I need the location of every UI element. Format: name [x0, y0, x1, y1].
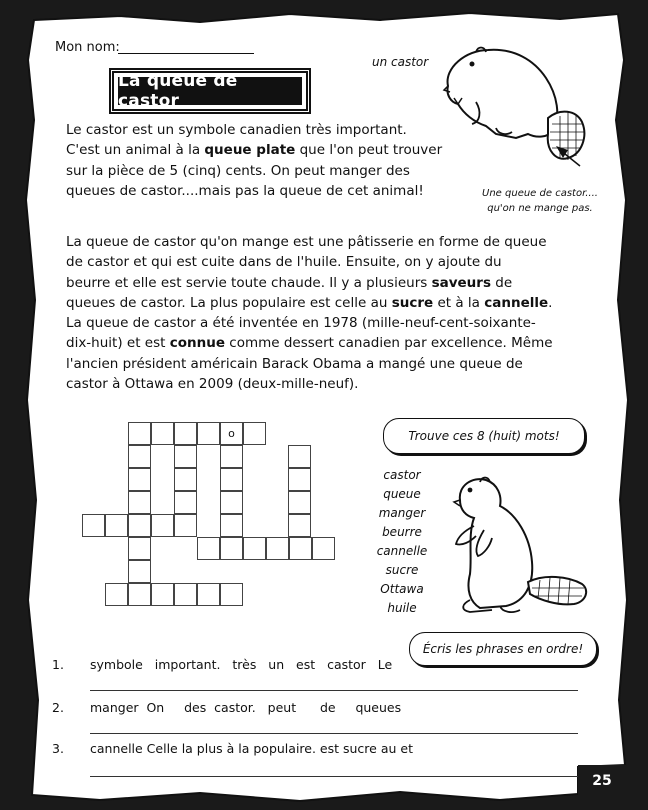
main-line-3: beurre et elle est servie toute chaude. Il y a plusieurs saveurs de [66, 274, 513, 291]
crossword-cell[interactable] [174, 445, 197, 468]
crossword-cell[interactable] [128, 583, 151, 606]
crossword-cell[interactable] [82, 514, 105, 537]
crossword-cell[interactable] [288, 491, 311, 514]
crossword-cell[interactable] [197, 422, 220, 445]
main-line-2: de castor et qui est cuite dans de l'huile. Ensuite, on y ajoute du [66, 254, 502, 271]
word-item: Ottawa [380, 582, 424, 596]
main-line-6: dix-huit) et est connue comme dessert canadien par excellence. Même [66, 335, 553, 352]
main-line-4: queues de castor. La plus populaire est celle au sucre et à la cannelle. [66, 294, 553, 311]
main-line-1: La queue de castor qu'on mange est une pâtisserie en forme de queue [66, 234, 547, 250]
crossword-cell[interactable] [243, 537, 266, 560]
page-number: 25 [592, 773, 612, 789]
crossword-cell[interactable] [105, 514, 128, 537]
crossword-cell[interactable] [288, 514, 311, 537]
intro-paragraph [66, 120, 458, 201]
intro-line-1: Le castor est un symbole canadien très important. [66, 122, 407, 138]
crossword-cell[interactable] [151, 422, 174, 445]
word-list [362, 466, 442, 618]
name-answer-line[interactable] [118, 53, 254, 54]
word-list-bubble: Trouve ces 8 (huit) mots! [383, 418, 585, 454]
crossword-cell[interactable] [174, 514, 197, 537]
main-line-7: l'ancien président américain Barack Obama a mangé une queue de [66, 355, 523, 372]
title-banner [112, 71, 308, 111]
intro-line-2: C'est un animal à la queue plate que l'on peut trouver [66, 142, 443, 159]
main-line-5: La queue de castor a été inventée en 1978 (mille-neuf-cent-soixante- [66, 315, 536, 332]
crossword-cell[interactable] [243, 422, 266, 445]
crossword-cell[interactable] [174, 468, 197, 491]
intro-line-4: queues de castor....mais pas la queue de cet animal! [66, 182, 424, 199]
answer-line[interactable] [90, 776, 578, 777]
crossword-cell[interactable] [220, 445, 243, 468]
item-number: 1. [52, 657, 64, 672]
scrambled-sentence: symbole important. très un est castor Le [90, 657, 393, 672]
crossword-cell[interactable] [288, 468, 311, 491]
crossword-cell[interactable] [128, 422, 151, 445]
crossword-cell[interactable] [151, 583, 174, 606]
ordering-bubble: Écris les phrases en ordre! [409, 632, 597, 666]
crossword-cell[interactable] [128, 514, 151, 537]
crossword-cell[interactable] [151, 514, 174, 537]
tail-caption [470, 186, 610, 216]
crossword-cell[interactable] [288, 445, 311, 468]
crossword-cell[interactable] [220, 514, 243, 537]
crossword-cell[interactable] [197, 583, 220, 606]
word-item: manger [378, 506, 426, 520]
word-item: cannelle [376, 544, 428, 558]
beaver-label: un castor [372, 55, 429, 69]
answer-line[interactable] [90, 733, 578, 734]
crossword-cell[interactable] [220, 468, 243, 491]
intro-line-3: sur la pièce de 5 (cinq) cents. On peut manger des [66, 162, 410, 179]
name-label: Mon nom: [55, 40, 120, 55]
crossword-cell[interactable] [128, 491, 151, 514]
tail-caption-line2: qu'on ne mange pas. [487, 203, 593, 214]
crossword-cell[interactable] [128, 537, 151, 560]
crossword-cell[interactable] [220, 583, 243, 606]
tail-caption-line1: Une queue de castor.... [482, 188, 598, 199]
word-item: beurre [382, 525, 422, 539]
main-paragraph [66, 232, 596, 394]
crossword-hint-cell: o [220, 422, 243, 445]
word-item: huile [387, 601, 417, 615]
beaver-illustration [436, 38, 606, 188]
crossword-cell[interactable] [289, 537, 312, 560]
crossword-cell[interactable] [174, 422, 197, 445]
item-number: 3. [52, 741, 64, 756]
crossword-cell[interactable] [220, 537, 243, 560]
word-item: queue [383, 487, 421, 501]
crossword-cell[interactable] [197, 537, 220, 560]
item-number: 2. [52, 700, 64, 715]
main-line-8: castor à Ottawa en 2009 (deux-mille-neuf). [66, 376, 359, 393]
word-item: sucre [385, 563, 419, 577]
word-item: castor [383, 468, 421, 482]
crossword-cell[interactable] [220, 491, 243, 514]
crossword-cell[interactable] [128, 560, 151, 583]
crossword-cell[interactable] [174, 491, 197, 514]
crossword-cell[interactable] [266, 537, 289, 560]
sitting-beaver-illustration [440, 470, 600, 620]
scrambled-sentence: manger On des castor. peut de queues [90, 700, 402, 715]
crossword-cell[interactable] [128, 468, 151, 491]
crossword-cell[interactable] [105, 583, 128, 606]
page-title: La queue de castor [118, 77, 302, 105]
crossword-cell[interactable] [312, 537, 335, 560]
scrambled-sentence: cannelle Celle la plus à la populaire. est sucre au et [90, 741, 413, 756]
crossword-cell[interactable] [174, 583, 197, 606]
crossword-cell[interactable] [128, 445, 151, 468]
answer-line[interactable] [90, 690, 578, 691]
